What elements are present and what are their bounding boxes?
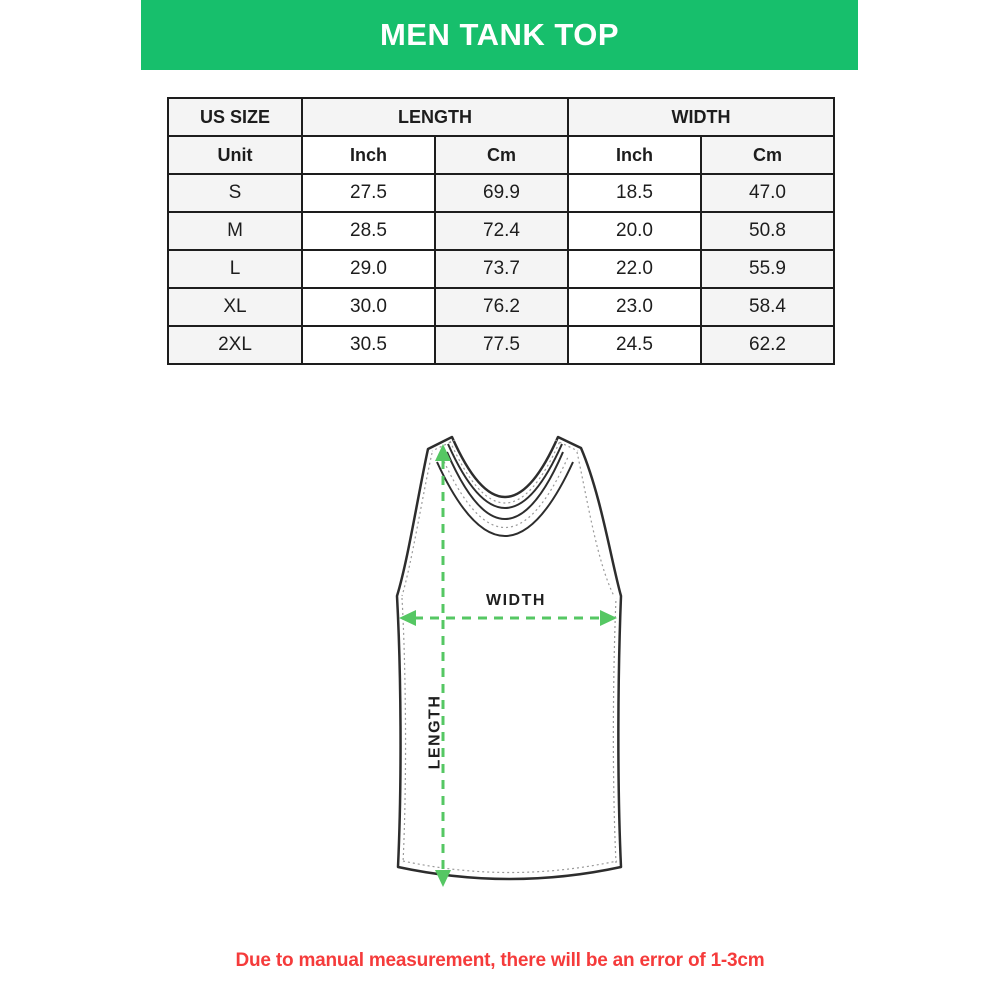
- value-cell: 22.0: [568, 250, 701, 288]
- us-size-header: US SIZE: [168, 98, 302, 136]
- value-cell: 24.5: [568, 326, 701, 364]
- table-unit-row: [168, 136, 834, 174]
- value-cell: 50.8: [701, 212, 834, 250]
- table-group-header-row: [168, 98, 834, 136]
- value-cell: 72.4: [435, 212, 568, 250]
- width-header: WIDTH: [568, 98, 834, 136]
- table-row: [168, 212, 834, 250]
- size-cell: L: [168, 250, 302, 288]
- value-cell: 28.5: [302, 212, 435, 250]
- title-banner: [141, 0, 858, 70]
- value-cell: 73.7: [435, 250, 568, 288]
- cm-label: Cm: [701, 136, 834, 174]
- length-dimension-label: LENGTH: [426, 694, 444, 770]
- inch-label: Inch: [302, 136, 435, 174]
- value-cell: 23.0: [568, 288, 701, 326]
- value-cell: 30.0: [302, 288, 435, 326]
- table-row: [168, 326, 834, 364]
- size-chart-table: [167, 97, 835, 365]
- tank-outline: [397, 437, 621, 879]
- length-header: LENGTH: [302, 98, 568, 136]
- value-cell: 20.0: [568, 212, 701, 250]
- unit-label: Unit: [168, 136, 302, 174]
- page-title: MEN TANK TOP: [379, 17, 620, 52]
- tank-top-illustration: [370, 420, 650, 900]
- value-cell: 30.5: [302, 326, 435, 364]
- size-cell: M: [168, 212, 302, 250]
- value-cell: 58.4: [701, 288, 834, 326]
- size-cell: S: [168, 174, 302, 212]
- value-cell: 47.0: [701, 174, 834, 212]
- width-dimension-label: WIDTH: [486, 592, 546, 609]
- size-cell: 2XL: [168, 326, 302, 364]
- value-cell: 55.9: [701, 250, 834, 288]
- cm-label: Cm: [435, 136, 568, 174]
- value-cell: 76.2: [435, 288, 568, 326]
- value-cell: 69.9: [435, 174, 568, 212]
- value-cell: 27.5: [302, 174, 435, 212]
- value-cell: 77.5: [435, 326, 568, 364]
- table-row: [168, 288, 834, 326]
- value-cell: 18.5: [568, 174, 701, 212]
- value-cell: 29.0: [302, 250, 435, 288]
- value-cell: 62.2: [701, 326, 834, 364]
- inch-label: Inch: [568, 136, 701, 174]
- size-cell: XL: [168, 288, 302, 326]
- measurement-disclaimer: Due to manual measurement, there will be an error of 1-3cm: [235, 950, 765, 971]
- table-row: [168, 250, 834, 288]
- table-row: [168, 174, 834, 212]
